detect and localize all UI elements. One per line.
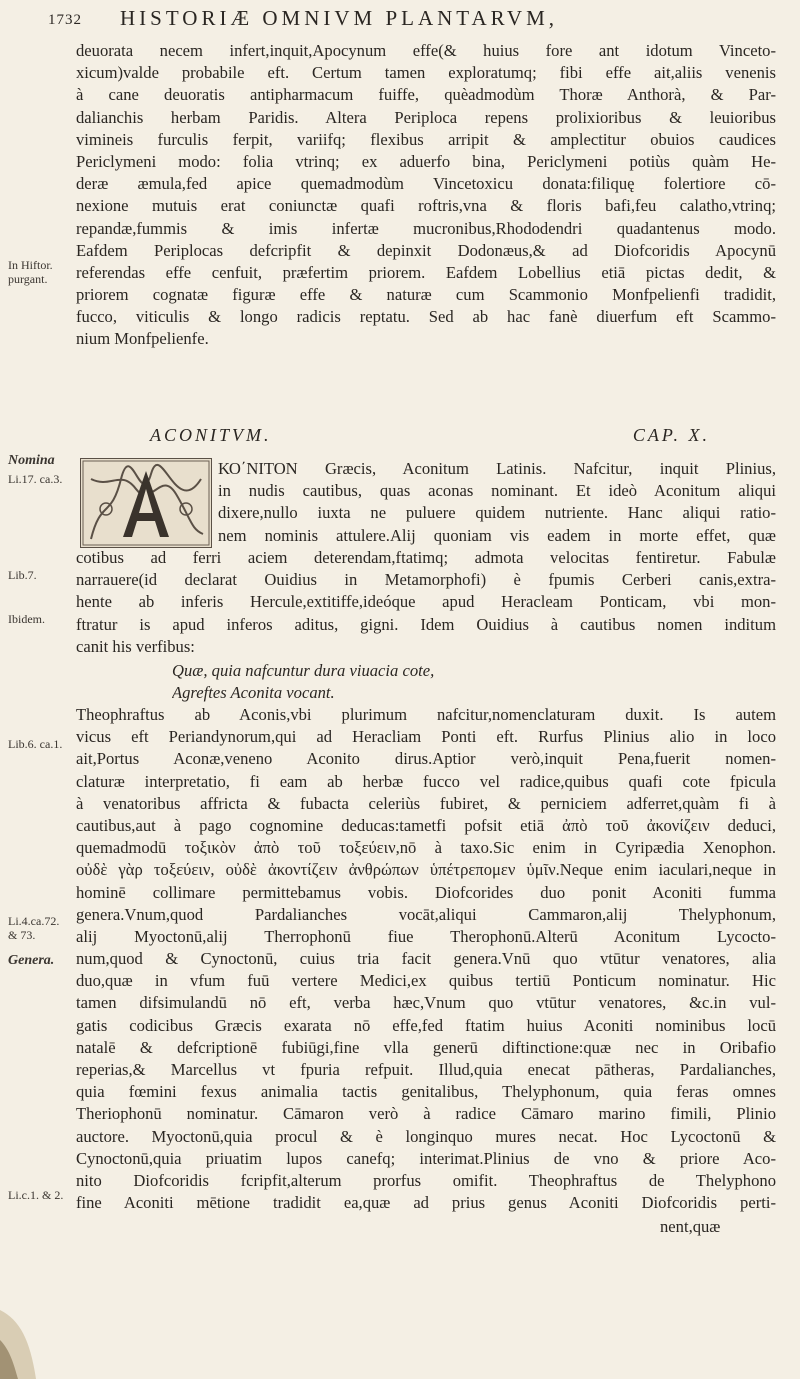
text-line: ΚΟ΄ΝΙΤΟΝ Græcis, Aconitum Latinis. Nafcitur, inquit Plinius, [218,459,776,478]
running-head [48,6,788,36]
text-line: narrauere(id declarat Ouidius in Metamorphofi) è fpumis Cerberi canis,extra- [76,570,776,590]
text-line: tamen difsimulandū nō eft, verba hæc,Vnum quo vtūtur venatores, &c.in vul- [76,993,776,1013]
chapter-title: ACONITVM. [150,425,272,445]
text-line: xicum)valde probabile eft. Certum tamen exploratumq; fibi effe ait,aliis venenis [76,63,776,83]
page-stain-icon [0,1290,120,1379]
text-line: priorem cognatæ figuræ effe & naturæ cum Scammonio Monfpelienfi tradidit, [76,285,776,305]
margin-note: Li.17. ca.3. [8,472,63,486]
text-line: alij Myoctonū,alij Therrophonū fiue Therophonū.Alterū Aconitum Lycocto- [76,926,776,946]
text-line: Cynoctonū,quia priuatim lupos canefq; interimat.Plinius de vno & priore Aco- [76,1148,776,1168]
text-line: natalē & defcriptionē fubiūgi,fine vlla generū diftinctione:quæ nec in Oribafio [76,1037,776,1057]
text-line: Theriophonū nominatur. Cāmaron verò à radice Cāmaro marino fimili, Plinio [76,1104,776,1124]
text-line: nexione mutuis erat coniunctæ quafi roftris,vna & floris bafi,feu calatho,vtrinq; [76,196,776,216]
text-line: auctore. Myoctonū,quia procul & è longinquo mures necat. Hoc Lycoctonū & [76,1126,776,1146]
text-line: vimineis furculis ferpit, variifq; flexibus arripit & amplectitur obuios caudices [76,129,776,149]
text-line: in nudis cautibus, quas aconas nominant. Et ideò Aconitum aliqui [218,481,776,501]
text-line: repandæ,fummis & imis infertæ mucronibus,Rhododendri quadantenus modo. [76,218,776,238]
page-number: 1732 [48,12,82,28]
text-line: gatis codicibus Græcis exarata nō effe,fed ftatim huius Aconiti nominibus locū [76,1015,776,1035]
text-line: deuorata necem infert,inquit,Apocynum effe(& huius fore ant idotum Vinceto- [76,41,776,60]
text-line: fucco, viticulis & longo radicis reptatu. Sed ab hac fanè diuerfum eft Scammo- [76,307,776,327]
text-line: nito Diofcoridis fcripfit,alterum prorfus omifit. Theophraftus de Thelyphono [76,1170,776,1190]
text-line: hominē collimare permittebamus vobis. Diofcorides duo ponit Aconiti fumma [76,882,776,902]
text-line: genera.Vnum,quod Pardalianches vocāt,aliqui Cammaron,alij Thelyphonum, [76,904,776,924]
margin-note: Lib.6. ca.1. [8,737,63,751]
text-line: num,quod & Cynoctonū, cuius tria facit genera.Vnū quo vtūtur venatores, alia [76,949,776,969]
verse-quote [172,660,672,704]
text-line: claturæ interpretatio, fi eam ab herbæ fucco vel radice,quibus quafi cote fpicula [76,771,776,791]
margin-note: Ibidem. [8,612,45,626]
text-line: οὐδὲ γὰρ τοξεύειν, οὐδὲ ἀκοντίζειν ἀνθρώπων ὑπέτρεπομεν ὑμῖν.Neque enim iaculari,neque in [76,860,776,880]
text-line: Eafdem Periplocas defcripfit & depinxit Dodonæus,& ad Diofcoridis Apocynū [76,240,776,260]
text-line: ftratur is apud inferos aditus, gigni. Idem Ouidius à cautibus nomen inditum [76,614,776,634]
margin-note: Li.4.ca.72. & 73. [8,914,60,942]
text-line: fine Aconiti mētione tradidit ea,quæ ad prius genus Aconiti Diofcoridis perti- [76,1193,776,1213]
text-line: ait,Portus Aconæ,veneno Aconito dirus.Aptior verò,inquit Pena,fuerit nomen- [76,749,776,769]
text-block-fabula [76,547,776,658]
verse-line: Agreftes Aconita vocant. [172,683,335,703]
text-line: cotibus ad ferri aciem deterendam,ftatimq; admota velocitas fentiretur. Fabulæ [76,548,776,567]
text-line: referendas effe cenfuit, præfertim priorem. Eafdem Lobellius etiā pictas dedit, & [76,262,776,282]
text-line: dalianchis herbam Paridis. Altera Periploca repens prolixioribus & leuioribus [76,107,776,127]
text-block-periploca [76,40,776,351]
margin-note: Li.c.1. & 2. [8,1188,64,1202]
text-line: à venatoribus affricta & fubacta celeriùs fubiret, & perniciem adferret,quàm fi à [76,793,776,813]
text-line: deræ æmula,fed apice quemadmodùm Vincetoxicu donata:filiquę folertiore cō- [76,174,776,194]
margin-note-nomina: Nomina [8,453,55,468]
text-line: quemadmodū τοξικὸν ἀπὸ τοῦ τοξεύειν,nō à taxo.Sic enim in Cyripædia Xenophon. [76,838,776,858]
text-block-theophrastus [76,704,776,1214]
text-line: reperias,& Marcellus vt fpuria refpuit. Illud,quia enecat pātheras, Pardalianches, [76,1060,776,1079]
text-line: cautibus,aut à pago cognomine deducas:tametfi pofsit etiā ἀπὸ τοῦ ἀκονίζειν deduci, [76,815,776,835]
verse-line: Quæ, quia nafcuntur dura viuacia cote, [172,661,435,680]
decorated-initial [80,458,212,548]
text-line: hente ab inferis Hercule,extitiffe,ideóque apud Heracleam Ponticam, vbi mon- [76,592,776,612]
text-line: nium Monfpelienfe. [76,329,209,349]
text-line: duo,quæ in vfum fuū vertere Medici,ex quibus tertiū Ponticum nominatur. Hic [76,971,776,991]
text-line: nem nominis attulere.Alij quoniam vis eadem in morte effet, quæ [218,525,776,545]
catchword: nent,quæ [660,1217,721,1236]
margin-note: Lib.7. [8,568,37,582]
text-line: à cane deuoratis antipharmacum fuiffe, quèadmodùm Thoræ Anthorà, & Par- [76,85,776,105]
text-line: quia fœmini fexus animalia tactis genitalibus, Thelyphonum, quia feras omnes [76,1082,776,1102]
margin-note: In Hiftor. purgant. [8,258,53,286]
text-line: dixere,nullo iuxta ne puluere quidem nutriente. Hanc aliqui ratio- [218,503,776,523]
margin-note-genera: Genera. [8,953,55,968]
running-title: HISTORIÆ OMNIVM PLANTARVM, [120,6,559,30]
chapter-number: CAP. X. [632,425,710,445]
text-line: canit his verfibus: [76,636,195,656]
text-line: vicus eft Periandynorum,qui ad Heracliam Ponti eft. Rurfus Plinius alio in loco [76,727,776,747]
chapter-heading [150,425,710,451]
text-block-aconitum-intro [218,458,776,547]
text-line: Periclymeni modo: folia vtrinq; ex aduerfo bina, Periclymeni potiùs quàm He- [76,151,776,171]
ornament-icon [81,459,211,547]
text-line: Theophraftus ab Aconis,vbi plurimum nafcitur,nomenclaturam duxit. Is autem [76,705,776,724]
